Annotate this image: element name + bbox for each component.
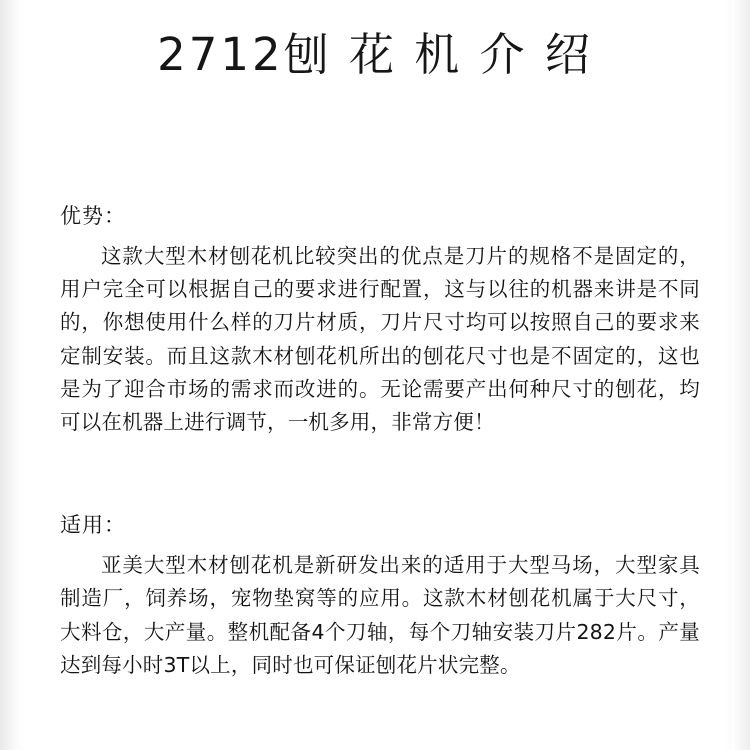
- section-applications: [60, 509, 700, 682]
- section-applications-heading: 适用：: [60, 513, 126, 538]
- page-title: 2712刨 花 机 介 绍: [157, 28, 593, 81]
- section-advantages-body: 这款大型木材刨花机比较突出的优点是刀片的规格不是固定的，用户完全可以根据自己的要求进行配置，这与以往的机器来讲是不同的，你想使用什么样的刀片材质，刀片尺寸均可以按照自己的要求来定制安装。而且这款木材刨花机所出的刨花尺寸也是不固定的，这也是为了迎合市场的需求而改进的。无论需要产出何种尺寸的刨花，均可以在机器上进行调节，一机多用，非常方便！: [60, 244, 700, 435]
- document-content: [60, 200, 700, 722]
- paper-edge-left: [0, 0, 22, 750]
- section-applications-body: 亚美大型木材刨花机是新研发出来的适用于大型马场，大型家具制造厂，饲养场，宠物垫窝等的应用。这款木材刨花机属于大尺寸，大料仓，大产量。整机配备4个刀轴，每个刀轴安装刀片282片。产量达到每小时3T以上，同时也可保证刨花片状完整。: [60, 553, 700, 677]
- paper-edge-right: [732, 0, 750, 750]
- section-advantages: [60, 200, 700, 439]
- section-advantages-heading: 优势：: [60, 204, 126, 228]
- section-spacer: [60, 479, 700, 509]
